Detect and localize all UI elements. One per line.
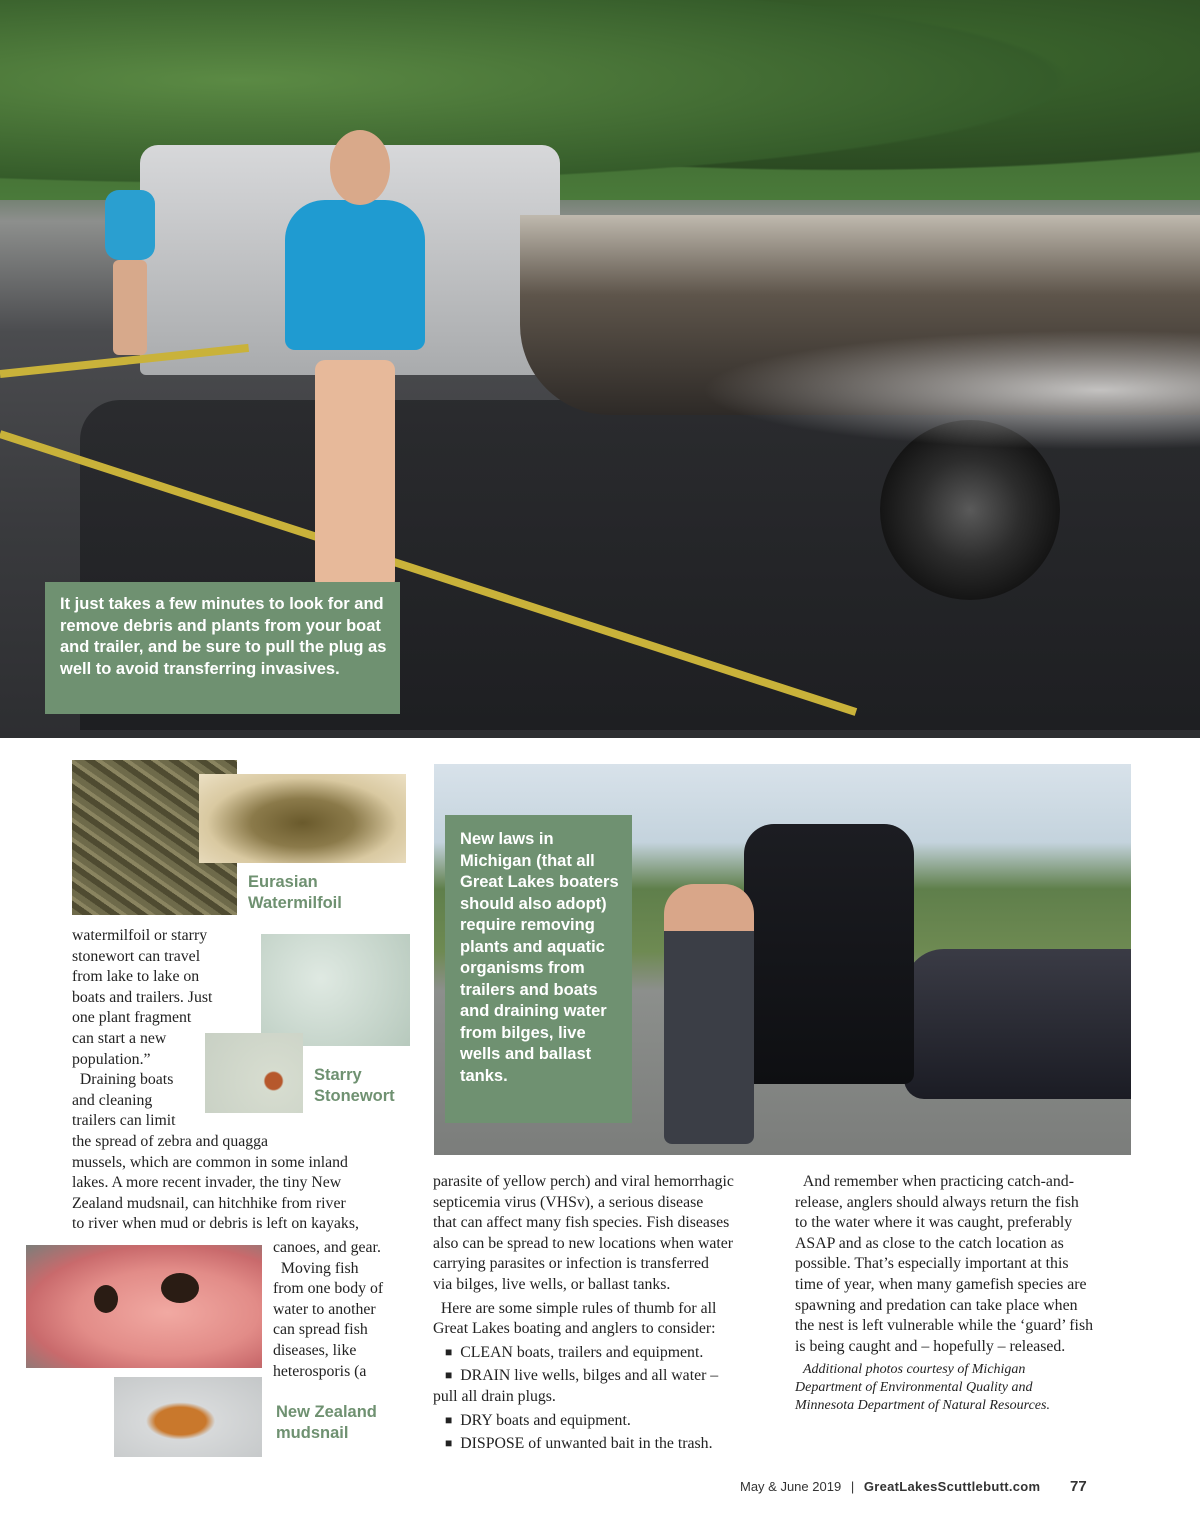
page-footer — [740, 1478, 1120, 1498]
website-link[interactable]: GreatLakesScuttlebutt.com — [863, 1479, 1041, 1494]
photo2-caption: New laws in Michigan (that all Great Lakes boaters should also adopt) require removing plants and aquatic organisms from trailers and boats and draining water from bilges, live wells and ballast tanks. — [445, 815, 632, 1123]
boat-hull — [904, 949, 1131, 1099]
column3-text: And remember when practicing catch-and- release, anglers should always return the fish to the water where it was caught, preferably ASAP and as close to the catch location as possible. That’s especially important at this time of year, when many gamefish species are spawning and predation can take place when the nest is left vulnerable while the ‘guard’ fish is being caught and – hopefully – released. Additional photos courtesy of Michigan Department of Environmental Quality and Minnesota Department of Natural Resources. — [795, 1172, 1140, 1415]
species-label-eurasian-watermilfoil: Eurasian Watermilfoil — [248, 873, 342, 912]
rule-dispose: ■ DISPOSE of unwanted bait in the trash. — [433, 1434, 778, 1455]
person-washing-boat — [285, 130, 425, 590]
hero-caption: It just takes a few minutes to look for and remove debris and plants from your boat and trailer, and be sure to pull the plug as well to avoid transferring invasives. — [45, 582, 400, 714]
outboard-motor — [744, 824, 914, 1084]
mudsnail-photo — [114, 1377, 262, 1457]
column1-text-narrow: canoes, and gear. Moving fish from one body of water to another can spread fish diseases, like heterosporis (a — [273, 1239, 384, 1380]
photo-credit: Additional photos courtesy of Michigan Department of Environmental Quality and Minnesota Department of Natural Resources. — [795, 1362, 1050, 1414]
footer-separator: | — [850, 1479, 855, 1494]
species-label-starry-stonewort: Starry Stonewort — [314, 1066, 395, 1105]
column1-text: watermilfoil or starry stonewort can travel from lake to lake on boats and trailers. Just one plant fragment can start a new population.” Draining boats and cleaning trailers can limit the spread of zebra and quagga mussels, which are common in some inland lakes. A more recent invader, the tiny New Zealand mudsnail, can hitchhike from river to river when mud or debris is left on kayaks, — [72, 927, 359, 1233]
page-number: 77 — [1070, 1478, 1087, 1495]
rule-clean: ■ CLEAN boats, trailers and equipment. — [433, 1343, 778, 1364]
issue-date: May & June 2019 — [740, 1479, 842, 1494]
rule-dry: ■ DRY boats and equipment. — [433, 1411, 778, 1432]
mudsnail-finger-photo — [26, 1245, 262, 1368]
water-spray — [700, 330, 1200, 450]
milfoil-closeup-photo — [199, 774, 406, 863]
column2-text: parasite of yellow perch) and viral hemorrhagic septicemia virus (VHSv), a serious disease that can affect many fish species. Fish diseases also can be spread to new locations when water carrying parasites or infection is transferred via bilges, live wells, or ballast tanks. Here are some simple rules of thumb for all Great Lakes boating and anglers to consider: ■ CLEAN boats, trailers and equipment. ■ DRAIN live wells, bilges and all water – pull all drain plugs. ■ DRY boats and equipment. ■ DISPOSE of unwanted bait in the trash. — [433, 1172, 778, 1455]
snail-shell — [161, 1273, 199, 1303]
rule-drain: ■ DRAIN live wells, bilges and all water – — [433, 1366, 778, 1387]
species-label-new-zealand-mudsnail: New Zealand mudsnail — [276, 1403, 377, 1442]
man-inspecting-boat — [664, 884, 754, 1144]
person-background — [105, 165, 155, 355]
snail-shell — [94, 1285, 118, 1313]
